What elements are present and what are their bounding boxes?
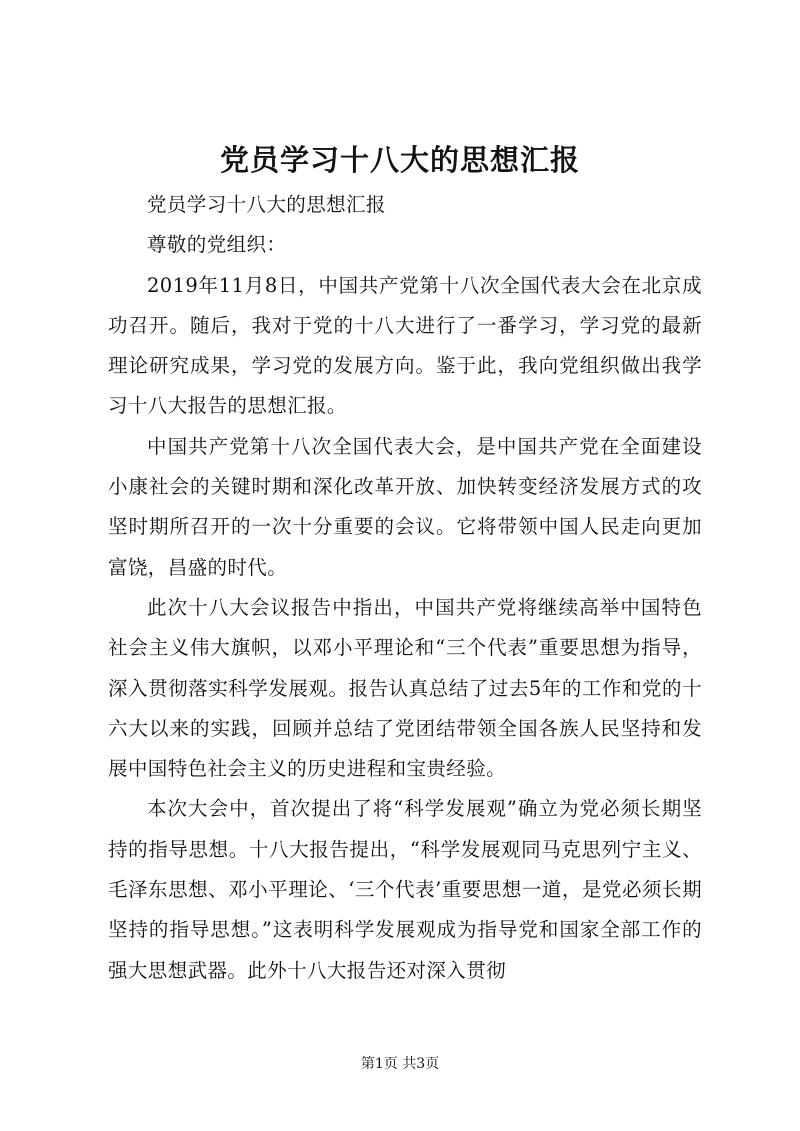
page-footer: 第1页 共3页: [360, 1056, 440, 1072]
document-body: [108, 185, 702, 991]
paragraph: 2019年11月8日，中国共产党第十八次全国代表大会在北京成功召开。随后，我对于党的十八大进行了一番学习，学习党的最新理论研究成果，学习党的发展方向。鉴于此，我向党组织做出我学习十八大报告的思想汇报。: [108, 273, 702, 418]
paragraph-subtitle: 党员学习十八大的思想汇报: [147, 193, 386, 216]
page-title: 党员学习十八大的思想汇报: [219, 143, 580, 177]
paragraph: 中国共产党第十八次全国代表大会，是中国共产党在全面建设小康社会的关键时期和深化改革开放、加快转变经济发展方式的攻坚时期所召开的一次十分重要的会议。它将带领中国人民走向更加富饶，昌盛的时代。: [108, 434, 702, 579]
paragraph: 本次大会中，首次提出了将“科学发展观”确立为党必须长期坚持的指导思想。十八大报告提出，“科学发展观同马克思列宁主义、毛泽东思想、邓小平理论、‘三个代表’重要思想一道，是党必须长期坚持的指导思想。”这表明科学发展观成为指导党和国家全部工作的强大思想武器。此外十八大报告还对深入贯彻: [108, 797, 702, 982]
paragraph: 此次十八大会议报告中指出，中国共产党将继续高举中国特色社会主义伟大旗帜，以邓小平理论和“三个代表”重要思想为指导，深入贯彻落实科学发展观。报告认真总结了过去5年的工作和党的十六大以来的实践，回顾并总结了党团结带领全国各族人民坚持和发展中国特色社会主义的历史进程和宝贵经验。: [108, 595, 702, 781]
paragraph-salutation: 尊敬的党组织：: [147, 233, 287, 257]
